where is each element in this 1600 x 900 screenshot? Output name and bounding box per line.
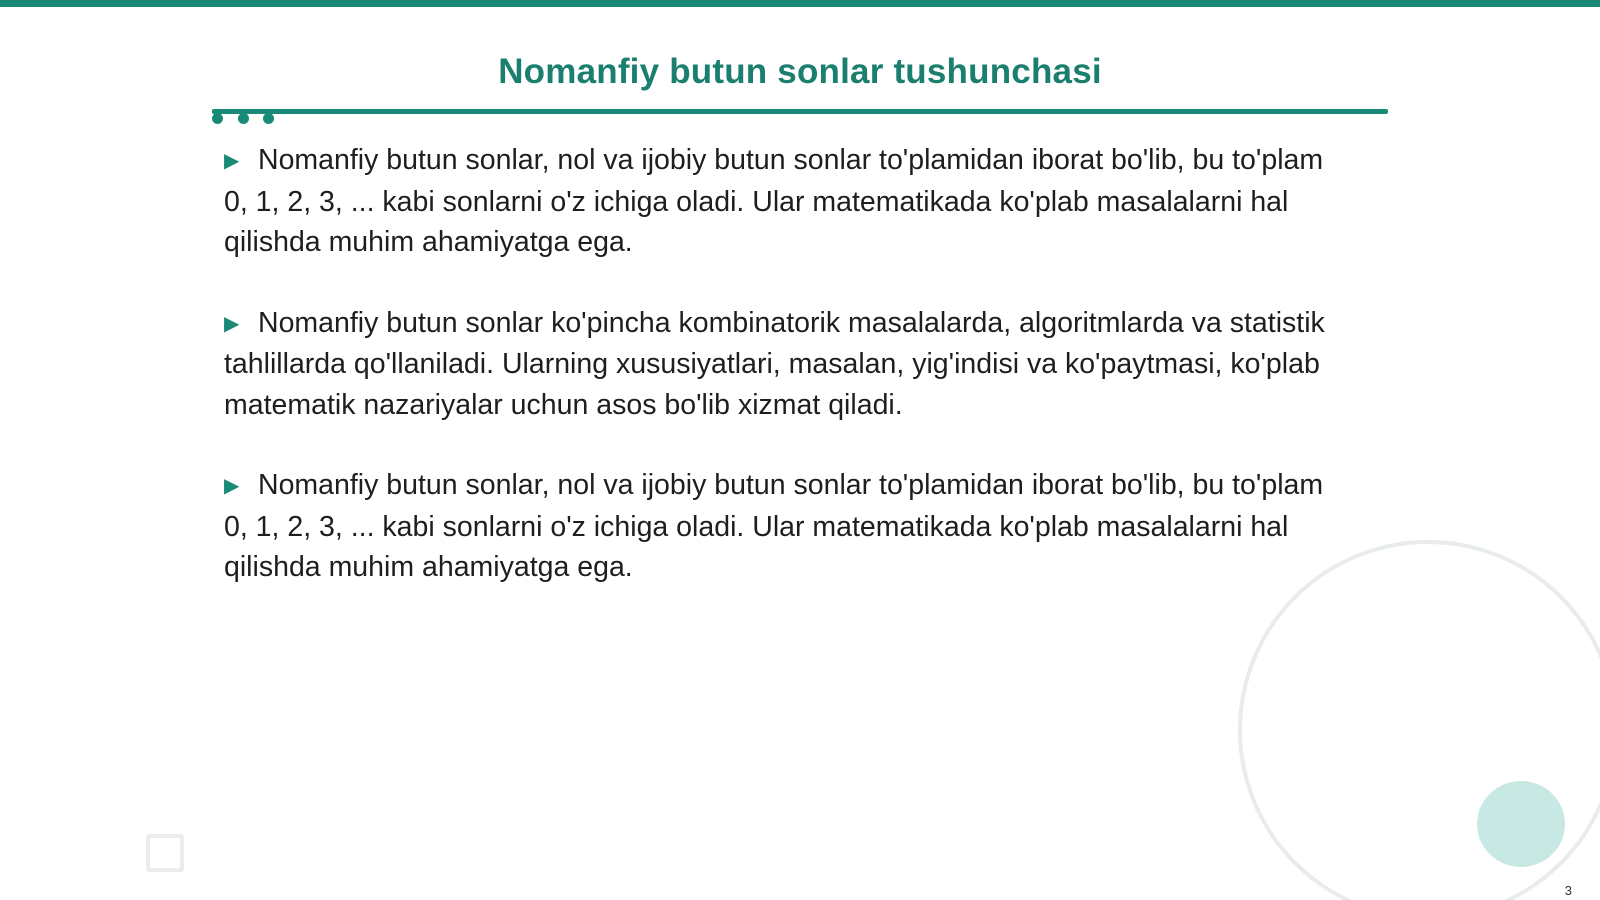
triangle-right-icon: ▶: [224, 312, 240, 335]
bullet-paragraph: [224, 465, 1344, 588]
triangle-right-icon: ▶: [224, 475, 240, 497]
decor-square: [146, 834, 184, 872]
paragraph-text: Nomanfiy butun sonlar, nol va ijobiy butun sonlar to'plamidan iborat bo'lib, bu to'plam 0, 1, 2, 3, ... kabi sonlarni o'z ichiga oladi. Ular matematikada ko'plab masalalarni hal qilishda muhim ahamiyatga ega.: [224, 469, 1324, 583]
decor-circle: [1477, 781, 1565, 867]
decor-dot: [238, 113, 249, 124]
bullet-paragraph: [224, 140, 1344, 263]
decor-dot: [263, 113, 274, 124]
top-accent-bar: [0, 0, 1600, 7]
title-underline: [212, 109, 1388, 114]
paragraph-text: Nomanfiy butun sonlar ko'pincha kombinatorik masalalarda, algoritmlarda va statistik tahlillarda qo'llaniladi. Ularning xususiyatlari, masalan, yig'indisi va ko'paytmasi, ko'plab matematik nazariyalar uchun asos bo'lib xizmat qiladi.: [224, 306, 1325, 421]
decor-dot: [212, 113, 223, 124]
bullet-paragraph: [224, 303, 1344, 426]
slide-body: [224, 140, 1344, 628]
slide-title: Nomanfiy butun sonlar tushunchasi: [498, 52, 1102, 91]
triangle-right-icon: ▶: [224, 150, 240, 172]
page-number: 3: [1564, 883, 1572, 898]
paragraph-text: Nomanfiy butun sonlar, nol va ijobiy butun sonlar to'plamidan iborat bo'lib, bu to'plam 0, 1, 2, 3, ... kabi sonlarni o'z ichiga oladi. Ular matematikada ko'plab masalalarni hal qilishda muhim ahamiyatga ega.: [224, 144, 1324, 258]
